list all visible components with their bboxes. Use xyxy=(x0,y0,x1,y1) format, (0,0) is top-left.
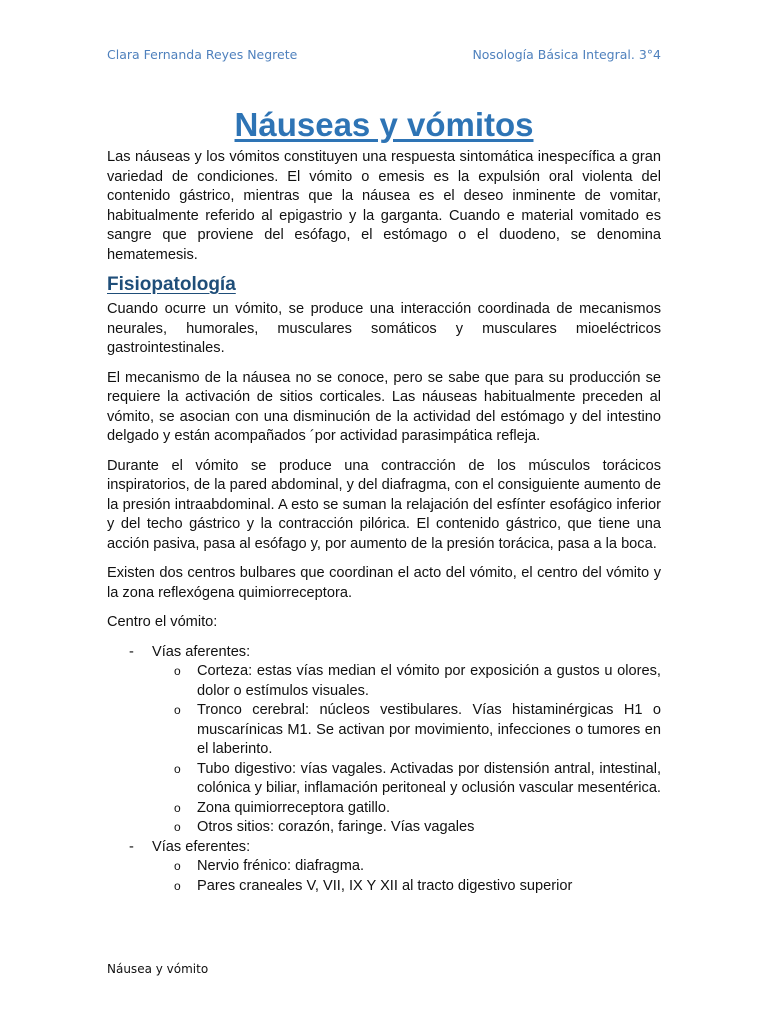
sublist-item-text: Otros sitios: corazón, faringe. Vías vagales xyxy=(197,819,475,835)
body-paragraph: El mecanismo de la náusea no se conoce, pero se sabe que para su producción se requiere la activación de sitios corticales. Las náuseas habitualmente preceden al vómito, se asocian con una disminución de la actividad del estómago y del intestino delgado y están acompañados ´por actividad parasimpática refleja. xyxy=(107,369,661,444)
body-paragraph: Cuando ocurre un vómito, se produce una interacción coordinada de mecanismos neurales, humorales, musculares somáticos y musculares mioeléctricos gastrointestinales. xyxy=(107,301,661,356)
sublist-item xyxy=(152,857,661,877)
circle-bullet: o xyxy=(174,859,181,873)
sublist-item-text: Corteza: estas vías median el vómito por exposición a gustos u olores, dolor o estímulos visuales. xyxy=(197,663,661,699)
page-footer: Náusea y vómito xyxy=(107,962,209,976)
sublist-item-text: Pares craneales V, VII, IX Y XII al tracto digestivo superior xyxy=(197,877,573,894)
circle-bullet: o xyxy=(174,703,181,717)
circle-bullet: o xyxy=(174,800,181,815)
list-item-label: Vías eferentes: xyxy=(152,838,251,855)
document-body xyxy=(107,148,661,896)
list-item xyxy=(107,838,661,897)
sublist-item xyxy=(152,877,661,897)
list-item-label: Vías aferentes: xyxy=(152,643,251,660)
sublist-item-text: Tronco cerebral: núcleos vestibulares. Vías histaminérgicas H1 o muscarínicas M1. Se activan por movimiento, infecciones o tumores en el laberinto. xyxy=(197,702,661,757)
intro-paragraph: Las náuseas y los vómitos constituyen una respuesta sintomática inespecífica a gran variedad de condiciones. El vómito o emesis es la expulsión oral violenta del contenido gástrico, mientras que la náusea es el deseo inminente de vomitar, habitualmente referido al epigastrio y la garganta. Cuando e material vomitado es sangre que proviene del esófago, el estómago o el duodeno, se denomina hematemesis. xyxy=(107,149,661,263)
sublist-item-text: Tubo digestivo: vías vagales. Activadas por distensión antral, intestinal, colónica y biliar, inflamación peritoneal y oclusión vascular mesentérica. xyxy=(197,760,661,796)
sublist-item-text: Nervio frénico: diafragma. xyxy=(197,858,365,874)
circle-bullet: o xyxy=(174,878,181,893)
sublist-item xyxy=(152,760,661,799)
dash-bullet: - xyxy=(129,838,134,855)
list-intro: Centro el vómito: xyxy=(107,614,218,630)
sublist-item xyxy=(152,799,661,819)
sublist-item xyxy=(152,818,661,838)
sublist xyxy=(152,662,661,838)
sublist-item xyxy=(152,662,661,701)
page-header xyxy=(107,47,661,62)
body-paragraph: Existen dos centros bulbares que coordinan el acto del vómito, el centro del vómito y la zona reflexógena quimiorreceptora. xyxy=(107,565,661,601)
body-paragraph: Durante el vómito se produce una contracción de los músculos torácicos inspiratorios, de la pared abdominal, y del diafragma, con el consiguiente aumento de la presión intraabdominal. A esto se suman la relajación del esfínter esofágico inferior y del techo gástrico y la contracción pilórica. El contenido gástrico, que tiene una acción pasiva, pasa al esófago y, por aumento de la presión torácica, pasa a la boca. xyxy=(107,457,661,552)
sublist xyxy=(152,857,661,896)
circle-bullet: o xyxy=(174,820,181,834)
list-item xyxy=(107,643,661,838)
pathways-list xyxy=(107,643,661,897)
header-author: Clara Fernanda Reyes Negrete xyxy=(107,47,298,62)
circle-bullet: o xyxy=(174,664,181,678)
circle-bullet: o xyxy=(174,761,181,776)
header-course: Nosología Básica Integral. 3°4 xyxy=(472,47,661,62)
document-title: Náuseas y vómitos xyxy=(234,106,534,143)
sublist-item xyxy=(152,701,661,760)
sublist-item-text: Zona quimiorreceptora gatillo. xyxy=(197,799,391,816)
dash-bullet: - xyxy=(129,643,134,660)
section-heading: Fisiopatología xyxy=(107,274,236,295)
